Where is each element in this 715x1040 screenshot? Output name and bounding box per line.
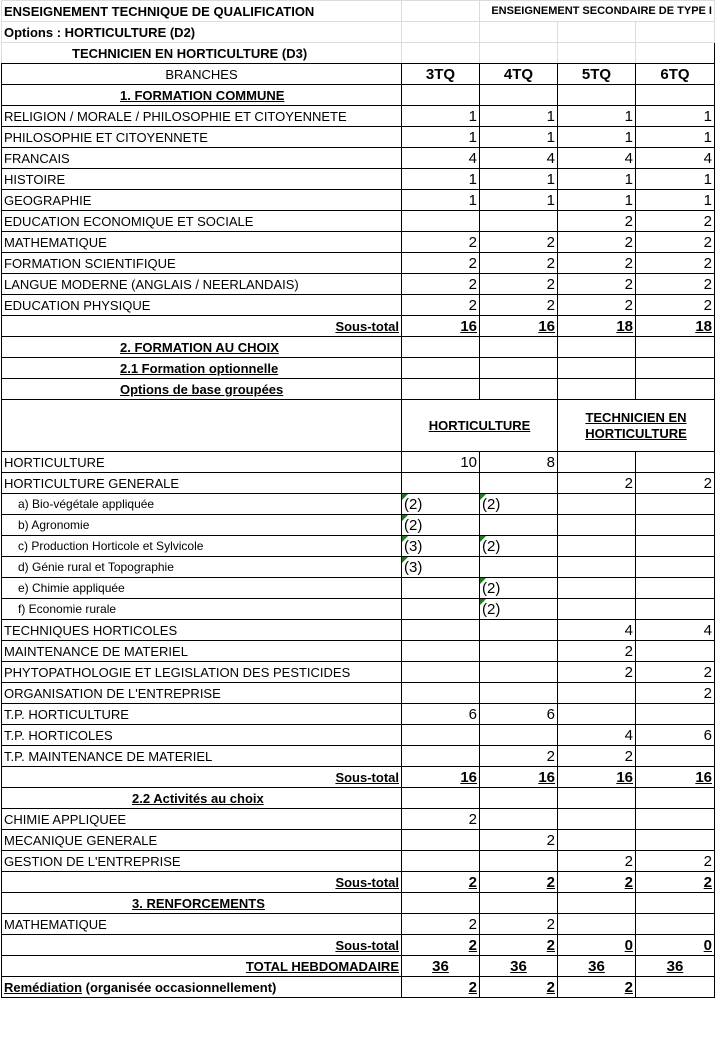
empty-cell — [636, 515, 715, 536]
options-base-heading-row — [2, 379, 715, 400]
branch-label: T.P. MAINTENANCE DE MATERIEL — [2, 746, 402, 767]
hours-cell: 2 — [636, 211, 715, 232]
total-cell: 36 — [402, 956, 480, 977]
branch-label: T.P. HORTICULTURE — [2, 704, 402, 725]
hours-cell: 1 — [402, 190, 480, 211]
sub-course-value: (2) — [482, 537, 501, 555]
empty-cell — [480, 358, 558, 379]
hours-cell: 2 — [480, 914, 558, 935]
hours-cell: 4 — [402, 148, 480, 169]
hours-cell: 6 — [480, 704, 558, 725]
empty-cell — [558, 43, 636, 64]
formation-choix-heading-row — [2, 337, 715, 358]
branch-label: MAINTENANCE DE MATERIEL — [2, 641, 402, 662]
hours-cell: 2 — [558, 211, 636, 232]
empty-cell — [558, 578, 636, 599]
empty-cell — [558, 494, 636, 515]
subtotal-label: Sous-total — [2, 872, 402, 893]
hours-cell: 1 — [480, 169, 558, 190]
empty-cell — [558, 22, 636, 43]
total-label: TOTAL HEBDOMADAIRE — [2, 956, 402, 977]
hours-cell: 2 — [636, 662, 715, 683]
empty-cell — [402, 43, 480, 64]
hours-cell: 2 — [402, 295, 480, 316]
table-row — [2, 809, 715, 830]
empty-cell — [402, 337, 480, 358]
table-row — [2, 851, 715, 872]
hours-cell — [402, 746, 480, 767]
hours-cell: 2 — [558, 253, 636, 274]
empty-cell — [636, 557, 715, 578]
hours-cell — [636, 809, 715, 830]
sub-course-hours — [480, 515, 558, 536]
sub-course-hours — [402, 494, 480, 515]
title-right: ENSEIGNEMENT SECONDAIRE DE TYPE I — [480, 1, 715, 22]
empty-cell — [636, 358, 715, 379]
empty-cell — [558, 893, 636, 914]
empty-cell — [636, 85, 715, 106]
hours-cell: 4 — [480, 148, 558, 169]
total-cell: 36 — [480, 956, 558, 977]
table-row — [2, 914, 715, 935]
sub-course-hours — [402, 599, 480, 620]
hours-cell — [402, 830, 480, 851]
sub-course-hours — [480, 599, 558, 620]
empty-cell — [558, 557, 636, 578]
hours-cell — [558, 830, 636, 851]
subtotal-cell: 18 — [558, 316, 636, 337]
branch-label: HORTICULTURE — [2, 452, 402, 473]
branch-label: LANGUE MODERNE (ANGLAIS / NEERLANDAIS) — [2, 274, 402, 295]
hours-cell: 4 — [558, 620, 636, 641]
table-row — [2, 169, 715, 190]
subtotal-row — [2, 767, 715, 788]
hours-cell: 2 — [402, 809, 480, 830]
branch-label: FORMATION SCIENTIFIQUE — [2, 253, 402, 274]
sub-course-hours — [480, 494, 558, 515]
total-cell: 36 — [558, 956, 636, 977]
empty-cell — [402, 893, 480, 914]
technicien-label: TECHNICIEN EN HORTICULTURE (D3) — [2, 43, 402, 64]
hours-cell: 1 — [636, 190, 715, 211]
hours-cell: 1 — [558, 106, 636, 127]
subtotal-cell: 2 — [402, 872, 480, 893]
table-row — [2, 620, 715, 641]
subtotal-row — [2, 872, 715, 893]
hours-cell: 2 — [636, 683, 715, 704]
hours-cell: 2 — [558, 274, 636, 295]
hours-cell — [636, 746, 715, 767]
sub-course-value: (3) — [404, 537, 423, 555]
branch-label: RELIGION / MORALE / PHILOSOPHIE ET CITOYENNETE — [2, 106, 402, 127]
hours-cell: 2 — [480, 830, 558, 851]
branch-label: HORTICULTURE GENERALE — [2, 473, 402, 494]
table-row — [2, 473, 715, 494]
header-row-2 — [2, 22, 715, 43]
remediation-cell: 2 — [402, 977, 480, 998]
empty-cell — [402, 85, 480, 106]
hours-cell: 4 — [558, 148, 636, 169]
sub-course-hours — [402, 557, 480, 578]
col-5tq: 5TQ — [558, 64, 636, 85]
hours-cell — [480, 809, 558, 830]
hours-cell — [558, 914, 636, 935]
hours-cell — [480, 851, 558, 872]
table-row — [2, 232, 715, 253]
hours-cell: 1 — [636, 106, 715, 127]
sub-course-value: (3) — [404, 558, 423, 576]
hours-cell: 2 — [558, 641, 636, 662]
sub-course-hours — [480, 536, 558, 557]
branch-label: MATHEMATIQUE — [2, 232, 402, 253]
hours-cell — [558, 809, 636, 830]
hours-cell — [480, 641, 558, 662]
sub-course-hours — [480, 557, 558, 578]
sub-course-label: d) Génie rural et Topographie — [2, 557, 402, 578]
hours-cell: 2 — [480, 232, 558, 253]
table-row — [2, 452, 715, 473]
subtotal-cell: 16 — [480, 316, 558, 337]
hours-cell — [636, 452, 715, 473]
hours-cell: 2 — [558, 851, 636, 872]
hours-cell — [402, 641, 480, 662]
subtotal-row — [2, 316, 715, 337]
empty-cell — [558, 599, 636, 620]
options-label: Options : HORTICULTURE (D2) — [2, 22, 402, 43]
formation-commune-heading: 1. FORMATION COMMUNE — [2, 85, 402, 106]
branch-label: CHIMIE APPLIQUEE — [2, 809, 402, 830]
hours-cell: 2 — [636, 295, 715, 316]
hours-cell: 1 — [402, 106, 480, 127]
comment-marker-icon — [402, 515, 408, 521]
hours-cell: 6 — [636, 725, 715, 746]
branch-label: GESTION DE L'ENTREPRISE — [2, 851, 402, 872]
table-row — [2, 641, 715, 662]
branch-label: FRANCAIS — [2, 148, 402, 169]
hours-cell: 2 — [402, 914, 480, 935]
total-row — [2, 956, 715, 977]
hours-cell: 2 — [558, 232, 636, 253]
table-row — [2, 295, 715, 316]
hours-cell: 1 — [636, 127, 715, 148]
sub-course-hours — [402, 536, 480, 557]
col-4tq: 4TQ — [480, 64, 558, 85]
hours-cell: 2 — [480, 295, 558, 316]
subtotal-cell: 2 — [480, 935, 558, 956]
empty-cell — [402, 22, 480, 43]
options-base-heading: Options de base groupées — [2, 379, 402, 400]
comment-marker-icon — [402, 536, 408, 542]
empty-cell — [480, 337, 558, 358]
hours-cell — [402, 620, 480, 641]
remediation-row — [2, 977, 715, 998]
sub-course-row — [2, 578, 715, 599]
table-row — [2, 725, 715, 746]
hours-cell — [402, 211, 480, 232]
empty-cell — [636, 578, 715, 599]
hours-cell — [636, 914, 715, 935]
sub-course-row — [2, 536, 715, 557]
hours-cell: 4 — [636, 620, 715, 641]
table-row — [2, 830, 715, 851]
empty-cell — [558, 337, 636, 358]
sub-course-label: c) Production Horticole et Sylvicole — [2, 536, 402, 557]
sub-course-row — [2, 557, 715, 578]
option-groups-row — [2, 400, 715, 452]
hours-cell: 4 — [558, 725, 636, 746]
hours-cell: 10 — [402, 452, 480, 473]
group-technicien: TECHNICIEN EN HORTICULTURE — [558, 400, 715, 452]
empty-cell — [480, 893, 558, 914]
empty-cell — [402, 379, 480, 400]
sub-course-label: b) Agronomie — [2, 515, 402, 536]
hours-cell: 1 — [402, 169, 480, 190]
empty-cell — [636, 893, 715, 914]
subtotal-cell: 0 — [558, 935, 636, 956]
empty-cell — [558, 536, 636, 557]
header-row-3 — [2, 43, 715, 64]
branch-label: ORGANISATION DE L'ENTREPRISE — [2, 683, 402, 704]
comment-marker-icon — [480, 578, 486, 584]
subtotal-cell: 16 — [480, 767, 558, 788]
hours-cell — [480, 620, 558, 641]
branch-label: GEOGRAPHIE — [2, 190, 402, 211]
branch-label: TECHNIQUES HORTICOLES — [2, 620, 402, 641]
hours-cell: 2 — [480, 274, 558, 295]
subtotal-cell: 16 — [402, 767, 480, 788]
empty-cell — [636, 379, 715, 400]
empty-cell — [480, 85, 558, 106]
branch-label: PHILOSOPHIE ET CITOYENNETE — [2, 127, 402, 148]
empty-cell — [636, 599, 715, 620]
total-cell: 36 — [636, 956, 715, 977]
formation-optionnelle-heading-row — [2, 358, 715, 379]
col-3tq: 3TQ — [402, 64, 480, 85]
sub-course-row — [2, 599, 715, 620]
hours-cell — [558, 452, 636, 473]
hours-cell: 1 — [402, 127, 480, 148]
empty-cell — [558, 358, 636, 379]
empty-cell — [480, 22, 558, 43]
header-row-1 — [2, 1, 715, 22]
subtotal-cell: 2 — [558, 872, 636, 893]
hours-cell — [558, 683, 636, 704]
remediation-cell: 2 — [480, 977, 558, 998]
branch-label: PHYTOPATHOLOGIE ET LEGISLATION DES PESTICIDES — [2, 662, 402, 683]
branch-label: EDUCATION PHYSIQUE — [2, 295, 402, 316]
hours-cell — [480, 211, 558, 232]
hours-cell: 6 — [402, 704, 480, 725]
hours-cell — [480, 473, 558, 494]
branch-label: EDUCATION ECONOMIQUE ET SOCIALE — [2, 211, 402, 232]
table-row — [2, 704, 715, 725]
comment-marker-icon — [480, 599, 486, 605]
branch-label: T.P. HORTICOLES — [2, 725, 402, 746]
hours-cell: 2 — [558, 746, 636, 767]
empty-cell — [402, 1, 480, 22]
hours-cell — [402, 851, 480, 872]
hours-cell: 2 — [402, 232, 480, 253]
branch-label: MECANIQUE GENERALE — [2, 830, 402, 851]
hours-cell: 1 — [480, 127, 558, 148]
hours-cell — [402, 473, 480, 494]
timetable-grid — [1, 0, 715, 998]
hours-cell — [636, 641, 715, 662]
hours-cell: 1 — [558, 190, 636, 211]
table-row — [2, 211, 715, 232]
sub-course-hours — [402, 515, 480, 536]
hours-cell: 2 — [558, 295, 636, 316]
sub-course-hours — [480, 578, 558, 599]
subtotal-cell: 2 — [480, 872, 558, 893]
empty-cell — [402, 788, 480, 809]
table-row — [2, 274, 715, 295]
table-row — [2, 148, 715, 169]
branches-header: BRANCHES — [2, 64, 402, 85]
formation-commune-heading-row — [2, 85, 715, 106]
column-header-row — [2, 64, 715, 85]
empty-cell — [480, 379, 558, 400]
col-6tq: 6TQ — [636, 64, 715, 85]
sub-course-value: (2) — [482, 495, 501, 513]
empty-cell — [402, 358, 480, 379]
subtotal-cell: 0 — [636, 935, 715, 956]
hours-cell: 1 — [636, 169, 715, 190]
hours-cell — [402, 725, 480, 746]
sub-course-row — [2, 494, 715, 515]
subtotal-cell: 16 — [636, 767, 715, 788]
subtotal-label: Sous-total — [2, 935, 402, 956]
empty-cell — [558, 788, 636, 809]
empty-cell — [636, 337, 715, 358]
hours-cell: 2 — [402, 253, 480, 274]
hours-cell: 4 — [636, 148, 715, 169]
hours-cell — [480, 683, 558, 704]
sub-course-row — [2, 515, 715, 536]
hours-cell — [480, 662, 558, 683]
hours-cell: 2 — [558, 473, 636, 494]
hours-cell: 2 — [636, 232, 715, 253]
sub-course-label: f) Economie rurale — [2, 599, 402, 620]
hours-cell: 2 — [402, 274, 480, 295]
subtotal-cell: 16 — [402, 316, 480, 337]
comment-marker-icon — [480, 494, 486, 500]
renforcements-heading: 3. RENFORCEMENTS — [2, 893, 402, 914]
table-row — [2, 106, 715, 127]
hours-cell — [402, 683, 480, 704]
branch-label: HISTOIRE — [2, 169, 402, 190]
table-row — [2, 746, 715, 767]
renforcements-heading-row — [2, 893, 715, 914]
empty-cell — [558, 85, 636, 106]
hours-cell: 2 — [558, 662, 636, 683]
formation-optionnelle-heading: 2.1 Formation optionnelle — [2, 358, 402, 379]
comment-marker-icon — [402, 557, 408, 563]
hours-cell: 2 — [636, 253, 715, 274]
sub-course-value: (2) — [482, 579, 501, 597]
table-row — [2, 662, 715, 683]
hours-cell: 2 — [636, 851, 715, 872]
title-left: ENSEIGNEMENT TECHNIQUE DE QUALIFICATION — [2, 1, 402, 22]
hours-cell: 2 — [636, 473, 715, 494]
subtotal-row — [2, 935, 715, 956]
table-row — [2, 253, 715, 274]
subtotal-label: Sous-total — [2, 316, 402, 337]
subtotal-label: Sous-total — [2, 767, 402, 788]
empty-cell — [480, 43, 558, 64]
activites-heading: 2.2 Activités au choix — [2, 788, 402, 809]
sub-course-hours — [402, 578, 480, 599]
empty-cell — [480, 788, 558, 809]
sub-course-label: e) Chimie appliquée — [2, 578, 402, 599]
remediation-label-note: (organisée occasionnellement) — [82, 979, 277, 995]
remediation-cell — [636, 977, 715, 998]
table-row — [2, 190, 715, 211]
subtotal-cell: 2 — [636, 872, 715, 893]
hours-cell — [480, 725, 558, 746]
empty-cell — [636, 22, 715, 43]
sub-course-value: (2) — [404, 495, 423, 513]
hours-cell: 1 — [480, 106, 558, 127]
empty-cell — [636, 536, 715, 557]
hours-cell — [558, 704, 636, 725]
group-horticulture: HORTICULTURE — [402, 400, 558, 452]
hours-cell: 1 — [558, 169, 636, 190]
hours-cell — [402, 662, 480, 683]
table-row — [2, 683, 715, 704]
comment-marker-icon — [480, 536, 486, 542]
subtotal-cell: 2 — [402, 935, 480, 956]
formation-choix-heading: 2. FORMATION AU CHOIX — [2, 337, 402, 358]
comment-marker-icon — [402, 494, 408, 500]
hours-cell — [636, 704, 715, 725]
empty-cell — [636, 43, 715, 64]
hours-cell: 1 — [480, 190, 558, 211]
sub-course-value: (2) — [482, 600, 501, 618]
sub-course-value: (2) — [404, 516, 423, 534]
empty-cell — [636, 494, 715, 515]
hours-cell: 1 — [558, 127, 636, 148]
remediation-cell: 2 — [558, 977, 636, 998]
hours-cell: 8 — [480, 452, 558, 473]
empty-cell — [558, 515, 636, 536]
hours-cell: 2 — [480, 253, 558, 274]
subtotal-cell: 18 — [636, 316, 715, 337]
activites-heading-row — [2, 788, 715, 809]
empty-cell — [2, 400, 402, 452]
subtotal-cell: 16 — [558, 767, 636, 788]
hours-cell: 2 — [480, 746, 558, 767]
hours-cell: 2 — [636, 274, 715, 295]
empty-cell — [636, 788, 715, 809]
remediation-label — [2, 977, 402, 998]
table-row — [2, 127, 715, 148]
hours-cell — [636, 830, 715, 851]
sub-course-label: a) Bio-végétale appliquée — [2, 494, 402, 515]
branch-label: MATHEMATIQUE — [2, 914, 402, 935]
remediation-label-main: Remédiation — [4, 979, 83, 995]
empty-cell — [558, 379, 636, 400]
